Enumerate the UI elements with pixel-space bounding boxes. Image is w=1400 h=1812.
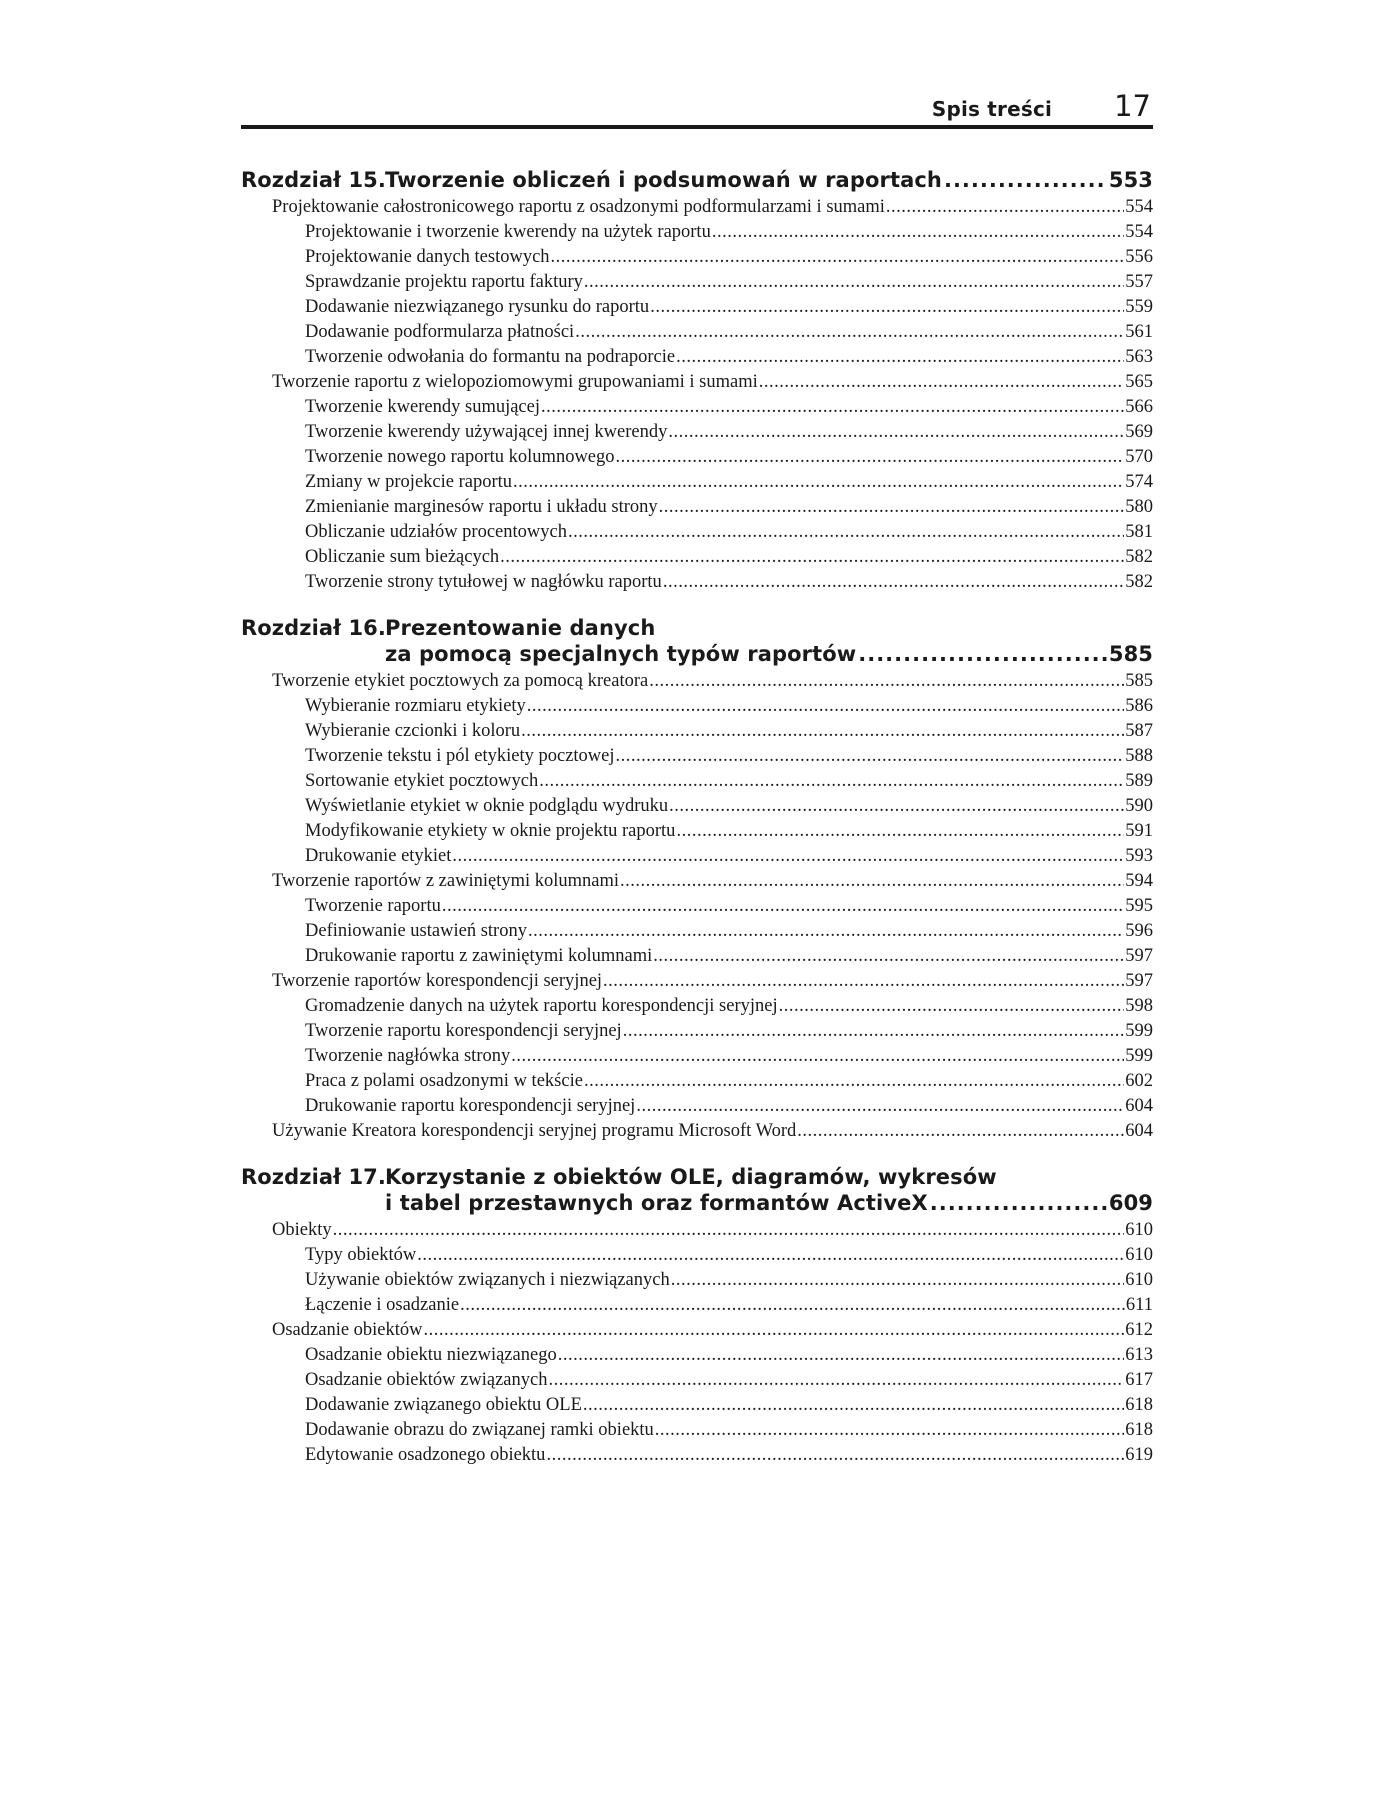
toc-subsection-entry: [241, 1293, 1153, 1318]
dot-leader: [676, 345, 1124, 370]
entry-page: 618: [1125, 1420, 1153, 1440]
dot-leader: [616, 445, 1125, 470]
dot-leader: [623, 1019, 1125, 1044]
dot-leader: [333, 1218, 1125, 1243]
entry-title: Zmiany w projekcie raportu: [305, 472, 513, 492]
dot-leader: [653, 944, 1124, 969]
entry-list: [241, 195, 1153, 595]
toc-subsection-entry: [241, 520, 1153, 545]
toc-subsection-entry: [241, 320, 1153, 345]
dot-leader: [671, 1268, 1125, 1293]
entry-title: Dodawanie podformularza płatności: [305, 322, 575, 342]
entry-title: Tworzenie nagłówka strony: [305, 1046, 511, 1066]
toc-subsection-entry: [241, 1268, 1153, 1293]
toc-subsection-entry: [241, 994, 1153, 1019]
entry-page: 619: [1125, 1445, 1153, 1465]
dot-leader: [558, 1343, 1125, 1368]
entry-page: 596: [1125, 921, 1153, 941]
entry-page: 565: [1125, 372, 1153, 392]
toc-subsection-entry: [241, 844, 1153, 869]
dot-leader: [944, 167, 1107, 193]
entry-title: Praca z polami osadzonymi w tekście: [305, 1071, 583, 1091]
entry-page: 554: [1125, 222, 1153, 242]
toc-subsection-entry: [241, 694, 1153, 719]
dot-leader: [417, 1243, 1124, 1268]
chapter-title-line2: i tabel przestawnych oraz formantów ActiveX: [385, 1191, 928, 1215]
entry-title: Projektowanie całostronicowego raportu z osadzonymi podformularzami i sumami: [272, 197, 885, 217]
chapter-title-line2: za pomocą specjalnych typów raportów: [385, 642, 857, 666]
entry-title: Używanie obiektów związanych i niezwiązanych: [305, 1270, 670, 1290]
entry-title: Tworzenie raportu: [305, 896, 441, 916]
entry-page: 591: [1125, 821, 1153, 841]
toc-subsection-entry: [241, 894, 1153, 919]
entry-page: 595: [1125, 896, 1153, 916]
entry-page: 586: [1125, 696, 1153, 716]
toc-subsection-entry: [241, 570, 1153, 595]
dot-leader: [797, 1119, 1124, 1144]
entry-page: 598: [1125, 996, 1153, 1016]
entry-title: Tworzenie raportów z zawiniętymi kolumnami: [272, 871, 620, 891]
entry-page: 566: [1125, 397, 1153, 417]
toc-subsection-entry: [241, 1343, 1153, 1368]
dot-leader: [442, 894, 1124, 919]
entry-page: 602: [1125, 1071, 1153, 1091]
entry-title: Tworzenie nowego raportu kolumnowego: [305, 447, 615, 467]
chapter-section: [241, 167, 1153, 595]
entry-page: 597: [1125, 971, 1153, 991]
toc-subsection-entry: [241, 495, 1153, 520]
entry-title: Dodawanie obrazu do związanej ramki obiektu: [305, 1420, 654, 1440]
chapter-number: Rozdział 15.: [241, 168, 386, 192]
entry-title: Tworzenie raportu korespondencji seryjnej: [305, 1021, 622, 1041]
chapter-title: Tworzenie obliczeń i podsumowań w raportach: [385, 168, 942, 192]
dot-leader: [649, 669, 1124, 694]
entry-page: 590: [1125, 796, 1153, 816]
entry-page: 588: [1125, 746, 1153, 766]
dot-leader: [548, 1368, 1124, 1393]
entry-page: 599: [1125, 1046, 1153, 1066]
toc-subsection-entry: [241, 395, 1153, 420]
book-page: [241, 84, 1153, 1488]
entry-title: Obliczanie udziałów procentowych: [305, 522, 567, 542]
chapter-section: [241, 1164, 1153, 1468]
dot-leader: [452, 844, 1124, 869]
entry-page: 593: [1125, 846, 1153, 866]
chapter-title: Korzystanie z obiektów OLE, diagramów, wykresów: [385, 1165, 997, 1189]
entry-title: Obiekty: [272, 1220, 332, 1240]
toc-subsection-entry: [241, 1418, 1153, 1443]
toc-subsection-entry: [241, 345, 1153, 370]
dot-leader: [584, 1069, 1124, 1094]
entry-title: Łączenie i osadzanie: [305, 1295, 460, 1315]
toc-subsection-entry: [241, 1019, 1153, 1044]
chapter-section: [241, 615, 1153, 1144]
dot-leader: [521, 719, 1124, 744]
entry-title: Drukowanie raportu korespondencji seryjnej: [305, 1096, 636, 1116]
entry-title: Osadzanie obiektów: [272, 1320, 423, 1340]
toc-subsection-entry: [241, 1094, 1153, 1119]
entry-title: Drukowanie raportu z zawiniętymi kolumnami: [305, 946, 653, 966]
table-of-contents: [241, 167, 1153, 1468]
entry-page: 585: [1125, 671, 1153, 691]
entry-page: 612: [1125, 1320, 1153, 1340]
toc-subsection-entry: [241, 719, 1153, 744]
chapter-page: 553: [1108, 168, 1153, 192]
toc-section-entry: [241, 370, 1153, 395]
entry-title: Tworzenie tekstu i pól etykiety pocztowej: [305, 746, 615, 766]
chapter-page: 585: [1108, 642, 1153, 666]
entry-page: 582: [1125, 572, 1153, 592]
entry-title: Tworzenie kwerendy sumującej: [305, 397, 540, 417]
chapter-title: Prezentowanie danych: [385, 616, 656, 640]
dot-leader: [616, 744, 1125, 769]
entry-title: Sprawdzanie projektu raportu faktury: [305, 272, 583, 292]
toc-subsection-entry: [241, 270, 1153, 295]
toc-subsection-entry: [241, 1069, 1153, 1094]
toc-section-entry: [241, 869, 1153, 894]
entry-title: Edytowanie osadzonego obiektu: [305, 1445, 546, 1465]
toc-subsection-entry: [241, 545, 1153, 570]
entry-list: [241, 1218, 1153, 1468]
dot-leader: [779, 994, 1125, 1019]
entry-page: 561: [1125, 322, 1153, 342]
toc-section-entry: [241, 1218, 1153, 1243]
dot-leader: [539, 769, 1124, 794]
entry-page: 587: [1125, 721, 1153, 741]
dot-leader: [930, 1190, 1107, 1216]
dot-leader: [676, 819, 1124, 844]
entry-page: 597: [1125, 946, 1153, 966]
toc-section-entry: [241, 195, 1153, 220]
dot-leader: [500, 545, 1124, 570]
entry-title: Używanie Kreatora korespondencji seryjnej programu Microsoft Word: [272, 1121, 797, 1141]
entry-page: 611: [1125, 1295, 1153, 1315]
dot-leader: [460, 1293, 1125, 1318]
toc-subsection-entry: [241, 1368, 1153, 1393]
toc-subsection-entry: [241, 769, 1153, 794]
entry-page: 610: [1125, 1245, 1153, 1265]
chapter-heading: [241, 615, 1153, 641]
entry-title: Tworzenie raportów korespondencji seryjnej: [272, 971, 603, 991]
entry-title: Osadzanie obiektu niezwiązanego: [305, 1345, 557, 1365]
entry-title: Projektowanie danych testowych: [305, 247, 550, 267]
dot-leader: [659, 495, 1125, 520]
dot-leader: [568, 520, 1124, 545]
dot-leader: [669, 794, 1124, 819]
entry-title: Dodawanie niezwiązanego rysunku do raportu: [305, 297, 650, 317]
toc-subsection-entry: [241, 819, 1153, 844]
toc-subsection-entry: [241, 1393, 1153, 1418]
dot-leader: [668, 420, 1124, 445]
entry-page: 613: [1125, 1345, 1153, 1365]
chapter-page: 609: [1108, 1191, 1153, 1215]
dot-leader: [712, 220, 1124, 245]
entry-page: 569: [1125, 422, 1153, 442]
toc-section-entry: [241, 1119, 1153, 1144]
entry-list: [241, 669, 1153, 1144]
entry-page: 570: [1125, 447, 1153, 467]
entry-title: Obliczanie sum bieżących: [305, 547, 500, 567]
page-number: 17: [1114, 89, 1151, 123]
entry-title: Zmienianie marginesów raportu i układu strony: [305, 497, 658, 517]
entry-page: 559: [1125, 297, 1153, 317]
entry-page: 574: [1125, 472, 1153, 492]
entry-page: 604: [1125, 1096, 1153, 1116]
dot-leader: [527, 694, 1124, 719]
toc-subsection-entry: [241, 1443, 1153, 1468]
dot-leader: [759, 370, 1124, 395]
toc-subsection-entry: [241, 245, 1153, 270]
dot-leader: [663, 570, 1124, 595]
running-head-title: Spis treści: [931, 97, 1053, 121]
entry-page: 581: [1125, 522, 1153, 542]
dot-leader: [886, 195, 1124, 220]
chapter-heading-continued: [241, 641, 1153, 667]
toc-subsection-entry: [241, 420, 1153, 445]
toc-subsection-entry: [241, 295, 1153, 320]
entry-title: Tworzenie strony tytułowej w nagłówku raportu: [305, 572, 662, 592]
entry-title: Wybieranie czcionki i koloru: [305, 721, 521, 741]
entry-title: Tworzenie raportu z wielopoziomowymi grupowaniami i sumami: [272, 372, 758, 392]
entry-page: 617: [1125, 1370, 1153, 1390]
dot-leader: [620, 869, 1124, 894]
entry-page: 610: [1125, 1220, 1153, 1240]
entry-title: Wybieranie rozmiaru etykiety: [305, 696, 526, 716]
entry-title: Osadzanie obiektów związanych: [305, 1370, 548, 1390]
dot-leader: [858, 641, 1107, 667]
entry-title: Dodawanie związanego obiektu OLE: [305, 1395, 582, 1415]
entry-page: 618: [1125, 1395, 1153, 1415]
entry-page: 589: [1125, 771, 1153, 791]
chapter-heading: [241, 1164, 1153, 1190]
running-head: [241, 84, 1153, 129]
dot-leader: [584, 270, 1124, 295]
entry-page: 580: [1125, 497, 1153, 517]
chapter-number: Rozdział 16.: [241, 616, 386, 640]
entry-page: 610: [1125, 1270, 1153, 1290]
entry-title: Projektowanie i tworzenie kwerendy na użytek raportu: [305, 222, 711, 242]
dot-leader: [511, 1044, 1124, 1069]
entry-title: Tworzenie kwerendy używającej innej kwerendy: [305, 422, 668, 442]
toc-subsection-entry: [241, 445, 1153, 470]
toc-subsection-entry: [241, 919, 1153, 944]
dot-leader: [546, 1443, 1124, 1468]
entry-page: 599: [1125, 1021, 1153, 1041]
toc-subsection-entry: [241, 944, 1153, 969]
dot-leader: [655, 1418, 1124, 1443]
toc-subsection-entry: [241, 1044, 1153, 1069]
dot-leader: [424, 1318, 1125, 1343]
entry-title: Typy obiektów: [305, 1245, 417, 1265]
chapter-number: Rozdział 17.: [241, 1165, 386, 1189]
dot-leader: [551, 245, 1125, 270]
entry-page: 582: [1125, 547, 1153, 567]
dot-leader: [603, 969, 1124, 994]
toc-section-entry: [241, 1318, 1153, 1343]
dot-leader: [528, 919, 1124, 944]
toc-subsection-entry: [241, 220, 1153, 245]
entry-title: Drukowanie etykiet: [305, 846, 452, 866]
dot-leader: [575, 320, 1124, 345]
entry-title: Definiowanie ustawień strony: [305, 921, 527, 941]
dot-leader: [636, 1094, 1124, 1119]
toc-section-entry: [241, 669, 1153, 694]
entry-title: Tworzenie odwołania do formantu na podraporcie: [305, 347, 676, 367]
entry-title: Gromadzenie danych na użytek raportu korespondencji seryjnej: [305, 996, 778, 1016]
dot-leader: [513, 470, 1124, 495]
entry-page: 557: [1125, 272, 1153, 292]
entry-title: Sortowanie etykiet pocztowych: [305, 771, 539, 791]
entry-page: 563: [1125, 347, 1153, 367]
entry-page: 594: [1125, 871, 1153, 891]
dot-leader: [583, 1393, 1124, 1418]
toc-subsection-entry: [241, 744, 1153, 769]
toc-subsection-entry: [241, 1243, 1153, 1268]
chapter-heading-continued: [241, 1190, 1153, 1216]
entry-title: Tworzenie etykiet pocztowych za pomocą kreatora: [272, 671, 649, 691]
toc-section-entry: [241, 969, 1153, 994]
toc-subsection-entry: [241, 470, 1153, 495]
chapter-heading: [241, 167, 1153, 193]
entry-title: Modyfikowanie etykiety w oknie projektu raportu: [305, 821, 676, 841]
dot-leader: [650, 295, 1124, 320]
entry-page: 556: [1125, 247, 1153, 267]
entry-page: 604: [1125, 1121, 1153, 1141]
dot-leader: [541, 395, 1124, 420]
entry-page: 554: [1125, 197, 1153, 217]
entry-title: Wyświetlanie etykiet w oknie podglądu wydruku: [305, 796, 669, 816]
toc-subsection-entry: [241, 794, 1153, 819]
